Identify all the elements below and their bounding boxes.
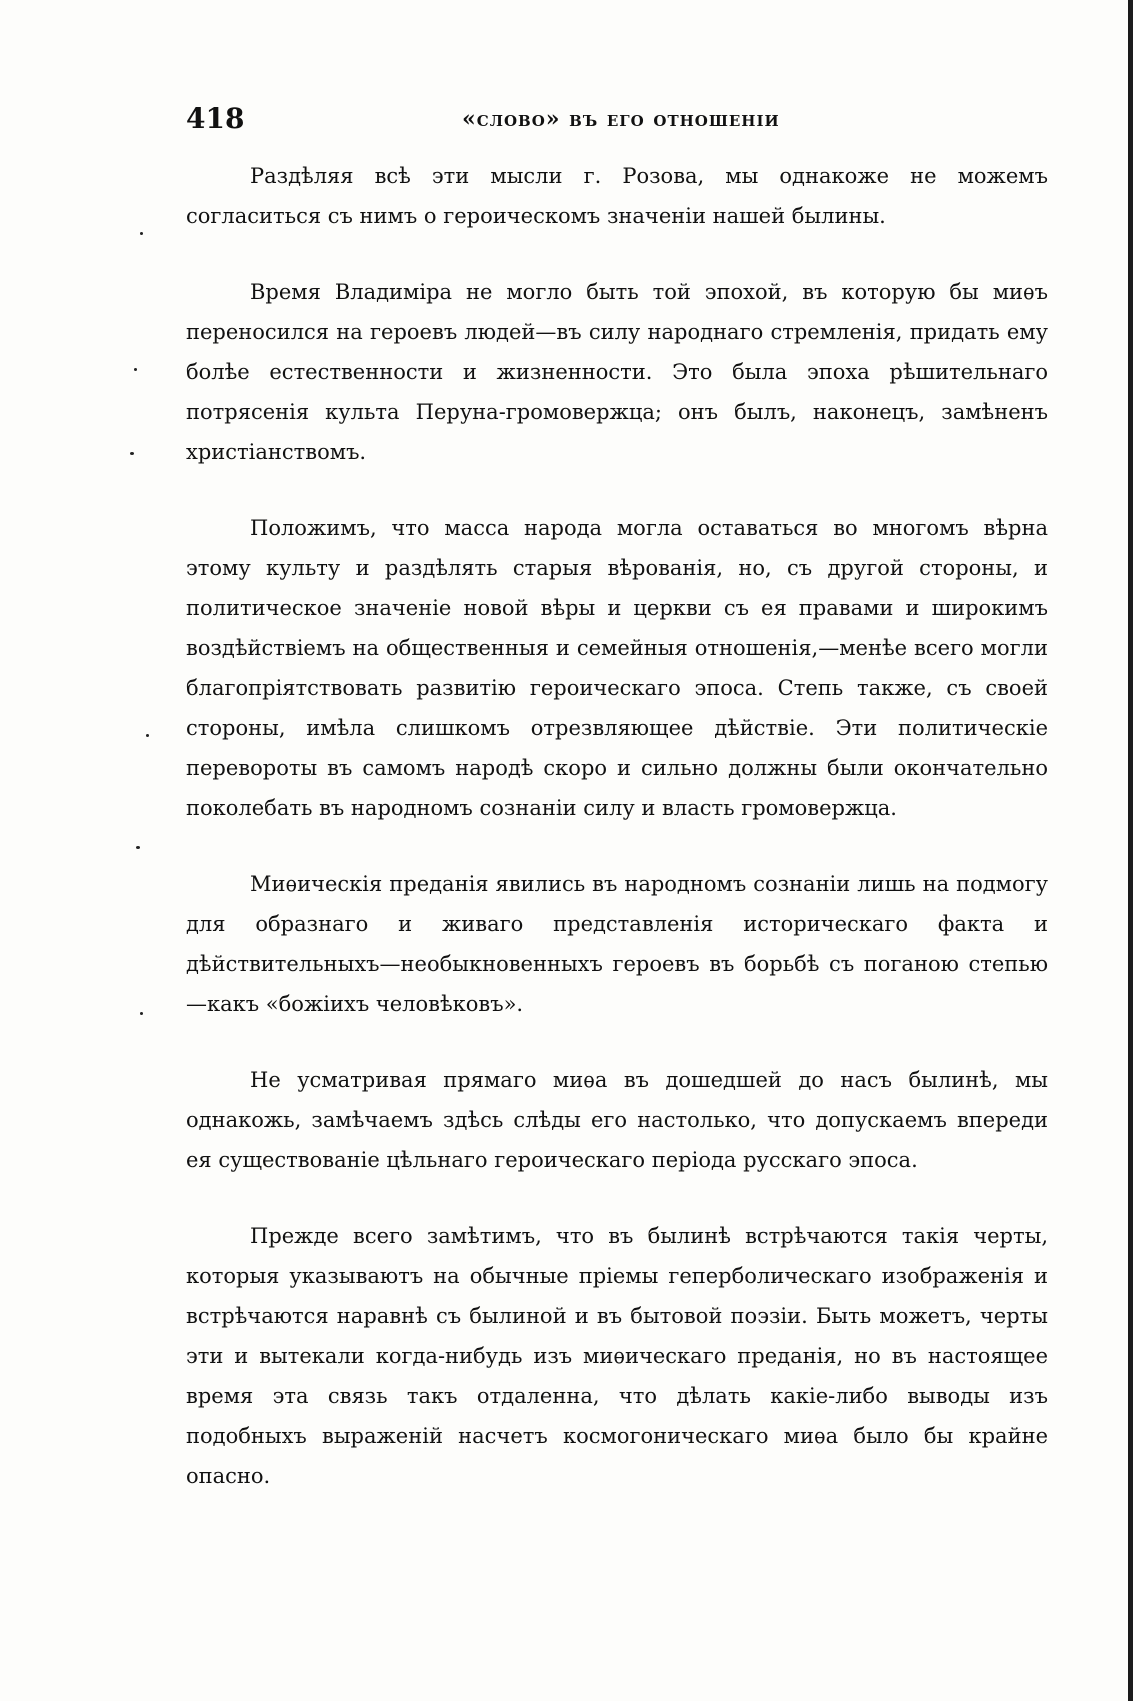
paragraph-2: Время Владиміра не могло быть той эпохой, въ которую бы миѳъ переносился на героевъ людей—въ силу народнаго стремленія, придать ему болѣе естественности и жизненности. Это была эпоха рѣшительнаго потрясенія культа Перуна-громовержца; онъ былъ, наконецъ, замѣненъ христіанствомъ. bbox=[186, 280, 1048, 464]
paragraph-5: Не усматривая прямаго миѳа въ дошедшей до насъ былинѣ, мы однакожь, замѣчаемъ здѣсь слѣды его настолько, что допускаемъ впереди ея существованіе цѣльнаго героическаго періода русскаго эпоса. bbox=[186, 1068, 1048, 1172]
paragraph-6: Прежде всего замѣтимъ, что въ былинѣ встрѣчаются такія черты, которыя указываютъ на обычные пріемы геперболическаго изображенія и встрѣчаются наравнѣ съ былиной и въ бытовой поэзіи. Быть можетъ, черты эти и вытекали когда-нибудь изъ миѳическаго преданія, но въ настоящее время эта связь такъ отдаленна, что дѣлать какіе-либо выводы изъ подобныхъ выраженій насчетъ космогоническаго миѳа было бы крайне опасно. bbox=[186, 1224, 1048, 1488]
margin-speck bbox=[136, 846, 140, 849]
margin-speck bbox=[130, 452, 134, 455]
running-title: «слово» въ его отношеніи bbox=[462, 106, 780, 132]
paragraph-3: Положимъ, что масса народа могла оставаться во многомъ вѣрна этому культу и раздѣлять старыя вѣрованія, но, съ другой стороны, и политическое значеніе новой вѣры и церкви съ ея правами и широкимъ воздѣйствіемъ на общественныя и семейныя отношенія,—менѣе всего могли благопріятствовать развитію героическаго эпоса. Степь также, съ своей стороны, имѣла слишкомъ отрезвляющее дѣйствіе. Эти политическіе перевороты въ самомъ народѣ скоро и сильно должны были окончательно поколебать въ народномъ сознаніи силу и власть громовержца. bbox=[186, 516, 1048, 820]
paragraph-1: Раздѣляя всѣ эти мысли г. Розова, мы однакоже не можемъ согласиться съ нимъ о героическомъ значеніи нашей былины. bbox=[186, 164, 1048, 228]
page-edge-shadow bbox=[1128, 0, 1133, 1701]
margin-speck bbox=[146, 734, 149, 737]
margin-speck bbox=[140, 232, 143, 235]
margin-speck bbox=[134, 368, 137, 371]
page-header bbox=[186, 102, 1056, 142]
page-number: 418 bbox=[186, 102, 245, 135]
margin-speck bbox=[140, 1012, 143, 1015]
paragraph-4: Миѳическія преданія явились въ народномъ сознаніи лишь на подмогу для образнаго и живаго представленія историческаго факта и дѣйствительныхъ—необыкновенныхъ героевъ въ борьбѣ съ поганою степью—какъ «божіихъ человѣковъ». bbox=[186, 872, 1048, 1016]
body-text bbox=[186, 156, 1048, 1496]
